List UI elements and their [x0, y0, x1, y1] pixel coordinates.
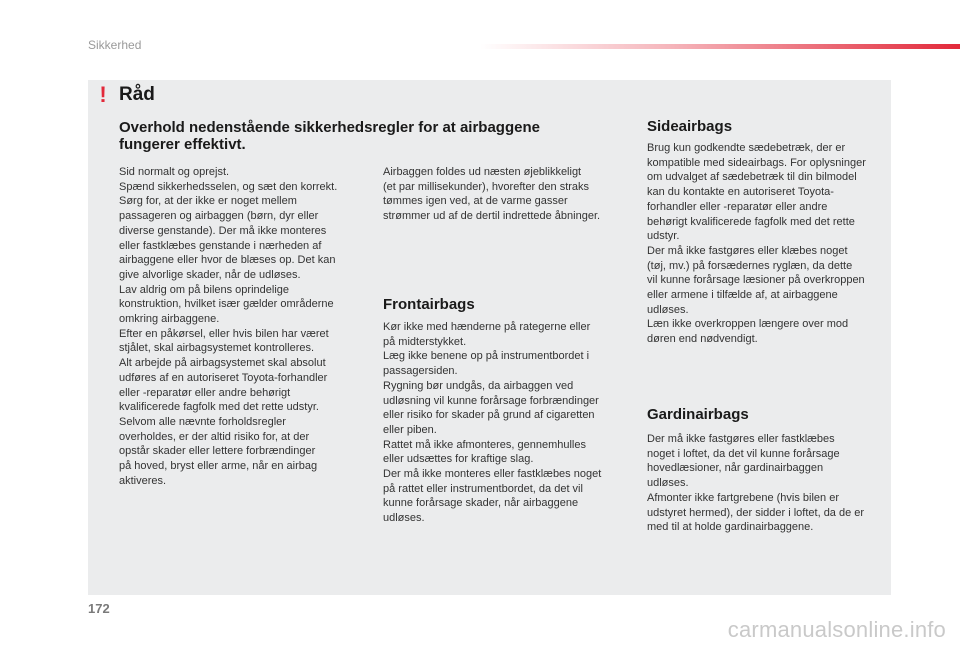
section-label: Sikkerhed [88, 38, 142, 52]
front-airbags-text: Kør ikke med hænderne på rategerne eller på midterstykket. Læg ikke benene op på instrumentbordet i passagersiden. Rygning bør undgås, da airbaggen ved udløsning vil kunne forårsage forbrændinger eller risiko for skader på grund af cigaretten eller piben. Rattet må ikke afmonteres, gennemhulles eller udsættes for kraftige slag. Der må ikke monteres eller fastklæbes noget på rattet eller instrumentbordet, da det vil kunne forårsage skader, når airbaggene udløses. [383, 321, 602, 525]
deployment-text: Airbaggen foldes ud næsten øjeblikkeligt (et par millisekunder), hvorefter den straks tømmes igen ved, at de varme gasser strømmer ud af de dertil indrettede åbninger. [383, 166, 601, 223]
general-rules-text: Sid normalt og oprejst. Spænd sikkerhedsselen, og sæt den korrekt. Sørg for, at der ikke er noget mellem passageren og airbaggen (børn, dyr eller diverse genstande). Der må ikke monteres eller fastklæbes genstande i nærheden af airbaggene eller hvor de blæses op. Det kan give alvorlige skader, når de udløses. Lav aldrig om på bilens oprindelige konstruktion, hvilket især gælder områderne omkring airbaggene. Efter en påkørsel, eller hvis bilen har været stjålet, skal airbagsystemet kontrolleres. Alt arbejde på airbagsystemet skal absolut udføres af en autoriseret Toyota-forhandler eller -reparatør eller andre behørigt kvalificerede fagfolk med det rette udstyr. Selvom alle nævnte forholdsregler overholdes, er der altid risiko for, at der opstår skader eller lettere forbrændinger på hoved, bryst eller arme, når en airbag aktiveres. [119, 166, 338, 487]
panel-title: Råd [119, 84, 155, 105]
warning-exclamation-icon: ! [99, 82, 107, 107]
watermark: carmanualsonline.info [727, 617, 946, 642]
front-airbags-heading: Frontairbags [383, 296, 475, 313]
side-airbags-heading: Sideairbags [647, 118, 733, 135]
side-airbags-text: Brug kun godkendte sædebetræk, der er kompatible med sideairbags. For oplysninger om udvalget af sædebetræk til din bilmodel kan du kontakte en autoriseret Toyota- forhandler eller -reparatør eller andre behørigt kvalificerede fagfolk med det rette udstyr. Der må ikke fastgøres eller klæbes noget (tøj, mv.) på forsædernes ryglæn, da dette vil kunne forårsage læsioner på overkroppen eller armene i tilfælde af, at airbaggene udløses. Læn ikke overkroppen længere over mod døren end nødvendigt. [647, 142, 866, 346]
header-accent-bar [480, 44, 960, 49]
page-number: 172 [88, 601, 110, 616]
main-heading: Overhold nedenstående sikkerhedsregler for at airbaggene fungerer effektivt. [119, 119, 540, 153]
curtain-airbags-text: Der må ikke fastgøres eller fastklæbes noget i loftet, da det vil kunne forårsage hovedlæsioner, når gardinairbaggen udløses. Afmonter ikke fartgrebene (hvis bilen er udstyret hermed), der sidder i loftet, da de er med til at holde gardinairbaggene. [647, 433, 865, 534]
curtain-airbags-heading: Gardinairbags [647, 406, 749, 423]
